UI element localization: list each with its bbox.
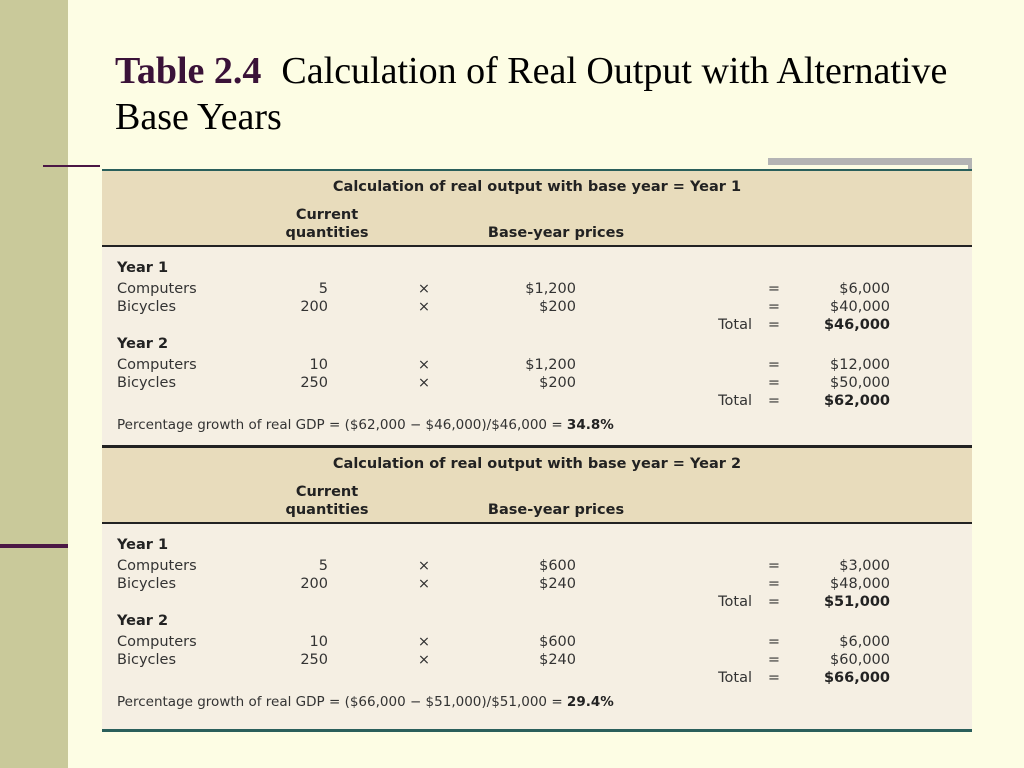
- total-amount: $46,000: [823, 317, 890, 333]
- column-header-quantities-line1: Current: [295, 484, 359, 500]
- amount-cell: $60,000: [830, 652, 890, 668]
- price-cell: $240: [539, 576, 576, 592]
- times-sign: ×: [417, 652, 431, 668]
- panel-header-title: Calculation of real output with base year = Year 1: [332, 179, 742, 195]
- real-output-table: [102, 169, 972, 731]
- amount-cell: $6,000: [839, 634, 890, 650]
- quantity-cell: 200: [300, 299, 328, 315]
- price-cell: $240: [539, 652, 576, 668]
- price-cell: $600: [539, 558, 576, 574]
- total-amount: $62,000: [823, 393, 890, 409]
- year-label: Year 2: [117, 613, 169, 629]
- equals-sign: =: [767, 576, 781, 592]
- amount-cell: $6,000: [839, 281, 890, 297]
- item-label: Bicycles: [117, 375, 177, 391]
- total-amount: $51,000: [823, 594, 890, 610]
- times-sign: ×: [417, 357, 431, 373]
- item-label: Bicycles: [117, 299, 177, 315]
- growth-rate-formula: Percentage growth of real GDP = ($62,000 − $46,000)/$46,000 =: [117, 417, 567, 433]
- equals-sign: =: [767, 594, 781, 610]
- growth-rate-value: 34.8%: [566, 417, 614, 433]
- quantity-cell: 200: [300, 576, 328, 592]
- equals-sign: =: [767, 281, 781, 297]
- growth-rate-formula: Percentage growth of real GDP = ($66,000 − $51,000)/$51,000 =: [117, 694, 567, 710]
- price-cell: $200: [539, 375, 576, 391]
- times-sign: ×: [417, 558, 431, 574]
- amount-cell: $3,000: [839, 558, 890, 574]
- times-sign: ×: [417, 281, 431, 297]
- quantity-cell: 250: [300, 375, 328, 391]
- column-header-prices: Base-year prices: [487, 502, 625, 518]
- times-sign: ×: [417, 634, 431, 650]
- amount-cell: $48,000: [830, 576, 890, 592]
- price-cell: $600: [539, 634, 576, 650]
- column-header-quantities-line2: quantities: [285, 225, 369, 241]
- left-decorative-strip: [0, 0, 68, 768]
- amount-cell: $40,000: [830, 299, 890, 315]
- item-label: Bicycles: [117, 576, 177, 592]
- amount-cell: $50,000: [830, 375, 890, 391]
- times-sign: ×: [417, 375, 431, 391]
- slide-title: [115, 48, 995, 140]
- price-cell: $200: [539, 299, 576, 315]
- equals-sign: =: [767, 393, 781, 409]
- equals-sign: =: [767, 299, 781, 315]
- price-cell: $1,200: [525, 281, 576, 297]
- equals-sign: =: [767, 652, 781, 668]
- header-rule: [102, 245, 972, 247]
- total-label: Total: [718, 317, 752, 333]
- total-amount: $66,000: [823, 670, 890, 686]
- equals-sign: =: [767, 558, 781, 574]
- column-header-quantities-line1: Current: [295, 207, 359, 223]
- item-label: Computers: [117, 357, 197, 373]
- item-label: Bicycles: [117, 652, 177, 668]
- amount-cell: $12,000: [830, 357, 890, 373]
- growth-rate-line: [117, 416, 614, 434]
- item-label: Computers: [117, 558, 197, 574]
- item-label: Computers: [117, 281, 197, 297]
- quantity-cell: 5: [318, 558, 328, 574]
- times-sign: ×: [417, 576, 431, 592]
- column-header-quantities: [277, 483, 377, 519]
- equals-sign: =: [767, 357, 781, 373]
- price-cell: $1,200: [525, 357, 576, 373]
- growth-rate-line: [117, 693, 614, 711]
- decorative-bar: [768, 158, 972, 165]
- growth-rate-value: 29.4%: [566, 694, 614, 710]
- item-label: Computers: [117, 634, 197, 650]
- decorative-line-bottom: [0, 544, 68, 548]
- column-header-quantities: [277, 206, 377, 242]
- times-sign: ×: [417, 299, 431, 315]
- year-label: Year 1: [117, 537, 169, 553]
- column-header-quantities-line2: quantities: [285, 502, 369, 518]
- total-label: Total: [718, 393, 752, 409]
- total-label: Total: [718, 670, 752, 686]
- quantity-cell: 10: [309, 357, 328, 373]
- equals-sign: =: [767, 670, 781, 686]
- table-title-text: Calculation of Real Output with Alternative Base Years: [115, 50, 948, 138]
- quantity-cell: 10: [309, 634, 328, 650]
- panel-base-year-1: [102, 171, 972, 451]
- quantity-cell: 5: [318, 281, 328, 297]
- panel-base-year-2: [102, 448, 972, 728]
- panel-header-title: Calculation of real output with base year = Year 2: [332, 456, 742, 472]
- equals-sign: =: [767, 317, 781, 333]
- equals-sign: =: [767, 375, 781, 391]
- column-header-prices: Base-year prices: [487, 225, 625, 241]
- table-bottom-rule: [102, 729, 972, 732]
- header-rule: [102, 522, 972, 524]
- quantity-cell: 250: [300, 652, 328, 668]
- decorative-line-top: [43, 165, 100, 167]
- year-label: Year 1: [117, 260, 169, 276]
- year-label: Year 2: [117, 336, 169, 352]
- table-number: Table 2.4: [115, 50, 262, 92]
- total-label: Total: [718, 594, 752, 610]
- equals-sign: =: [767, 634, 781, 650]
